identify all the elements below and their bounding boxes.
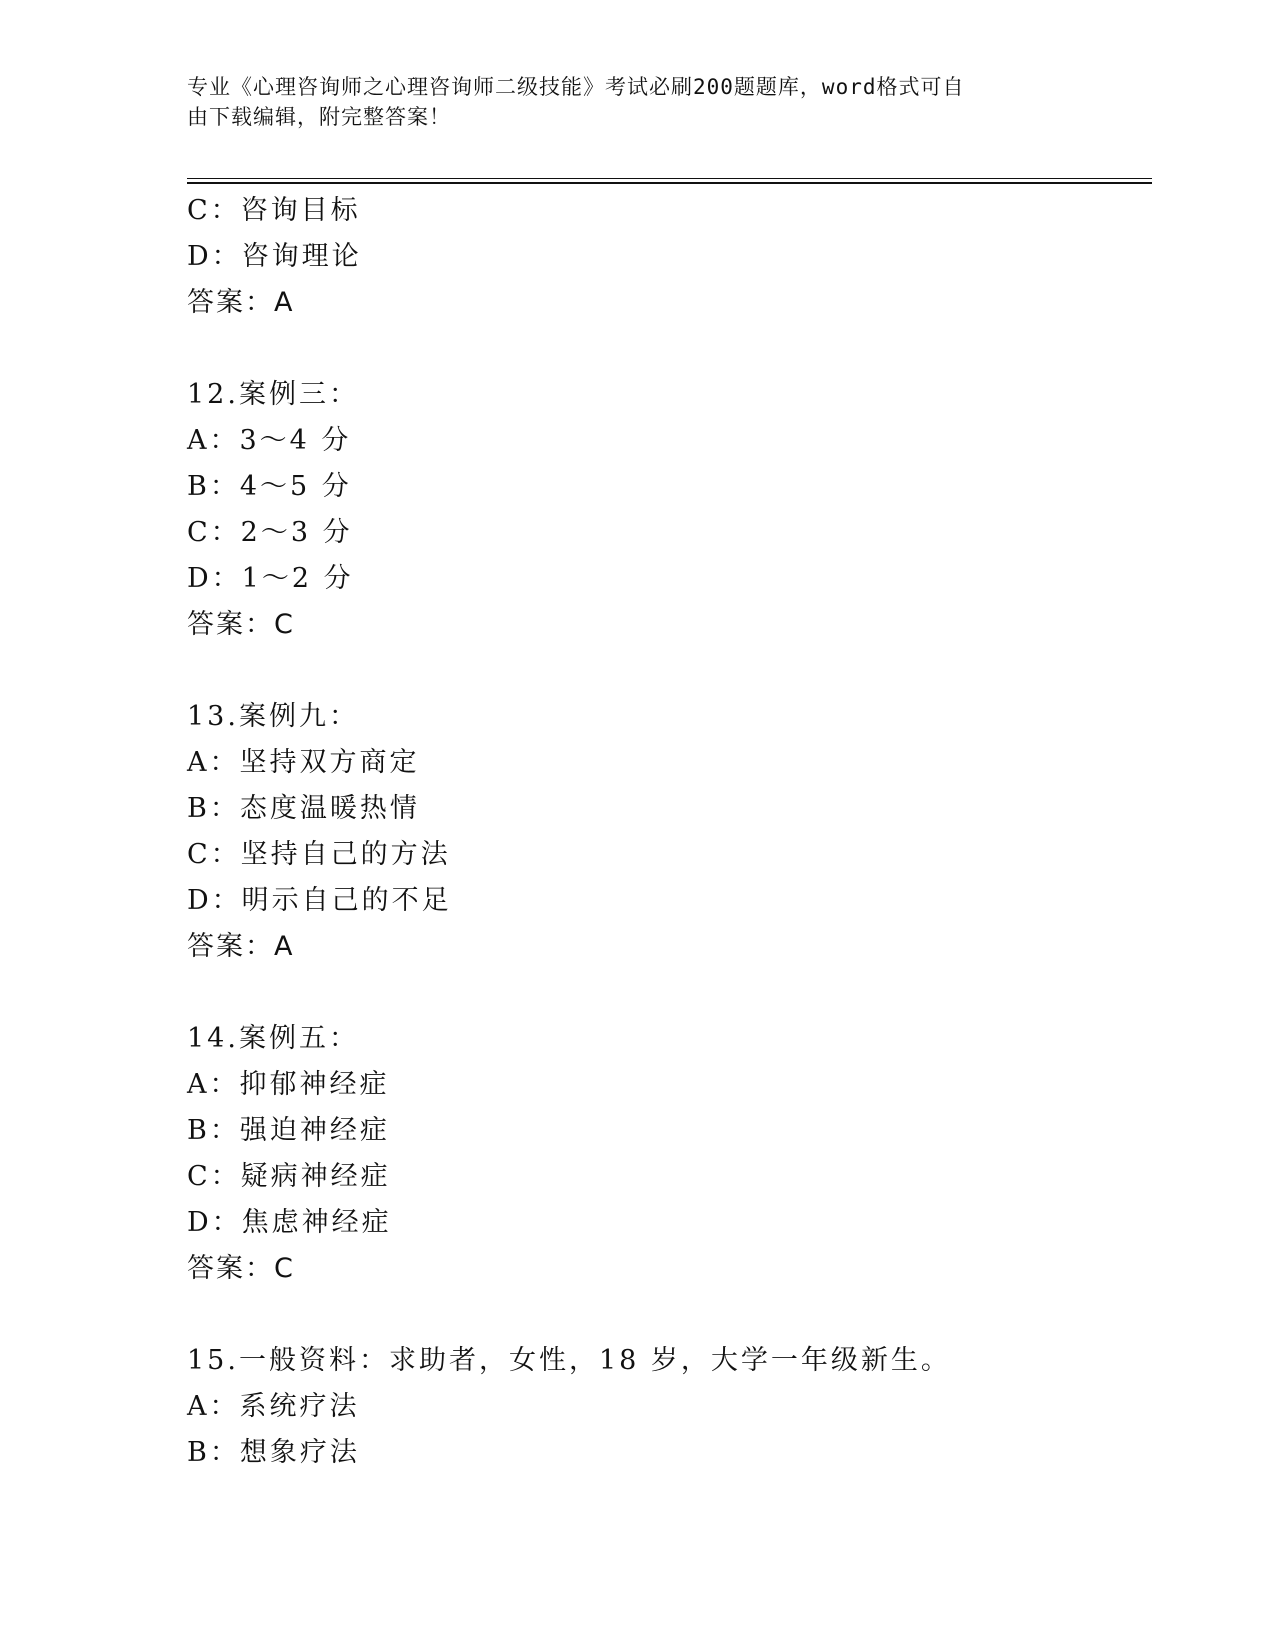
option-line: A：抑郁神经症 — [187, 1069, 390, 1100]
option-line: A：坚持双方商定 — [187, 747, 420, 778]
question-list — [187, 188, 1137, 1476]
question-title: 14.案例五： — [187, 1023, 359, 1054]
option-line: A：3～4 分 — [187, 425, 352, 456]
question-spacer — [187, 648, 1137, 694]
option-line: A：系统疗法 — [187, 1391, 360, 1422]
answer-line: 答案：C — [187, 609, 295, 640]
document-header — [187, 72, 1067, 132]
option-line: D：1～2 分 — [187, 563, 354, 594]
option-line: D：咨询理论 — [187, 241, 362, 272]
question-title: 13.案例九： — [187, 701, 359, 732]
option-line: D：焦虑神经症 — [187, 1207, 392, 1238]
question-spacer — [187, 326, 1137, 372]
answer-line: 答案：C — [187, 1253, 295, 1284]
header-divider-thin — [187, 178, 1152, 179]
option-line: B：想象疗法 — [187, 1437, 360, 1468]
header-divider-thick — [187, 182, 1152, 184]
option-line: C：坚持自己的方法 — [187, 839, 451, 870]
option-line: C：疑病神经症 — [187, 1161, 391, 1192]
option-line: B：强迫神经症 — [187, 1115, 390, 1146]
answer-line: 答案：A — [187, 287, 295, 318]
question-spacer — [187, 1292, 1137, 1338]
option-line: B：4～5 分 — [187, 471, 352, 502]
question-title: 12.案例三： — [187, 379, 359, 410]
option-line: C：咨询目标 — [187, 195, 361, 226]
header-line-2: 由下载编辑，附完整答案！ — [187, 105, 451, 129]
header-line-1: 专业《心理咨询师之心理咨询师二级技能》考试必刷200题题库，word格式可自 — [187, 75, 965, 99]
question-title: 15.一般资料：求助者，女性，18 岁，大学一年级新生。 — [187, 1345, 951, 1376]
option-line: C：2～3 分 — [187, 517, 353, 548]
answer-line: 答案：A — [187, 931, 295, 962]
question-spacer — [187, 970, 1137, 1016]
option-line: B：态度温暖热情 — [187, 793, 420, 824]
option-line: D：明示自己的不足 — [187, 885, 452, 916]
